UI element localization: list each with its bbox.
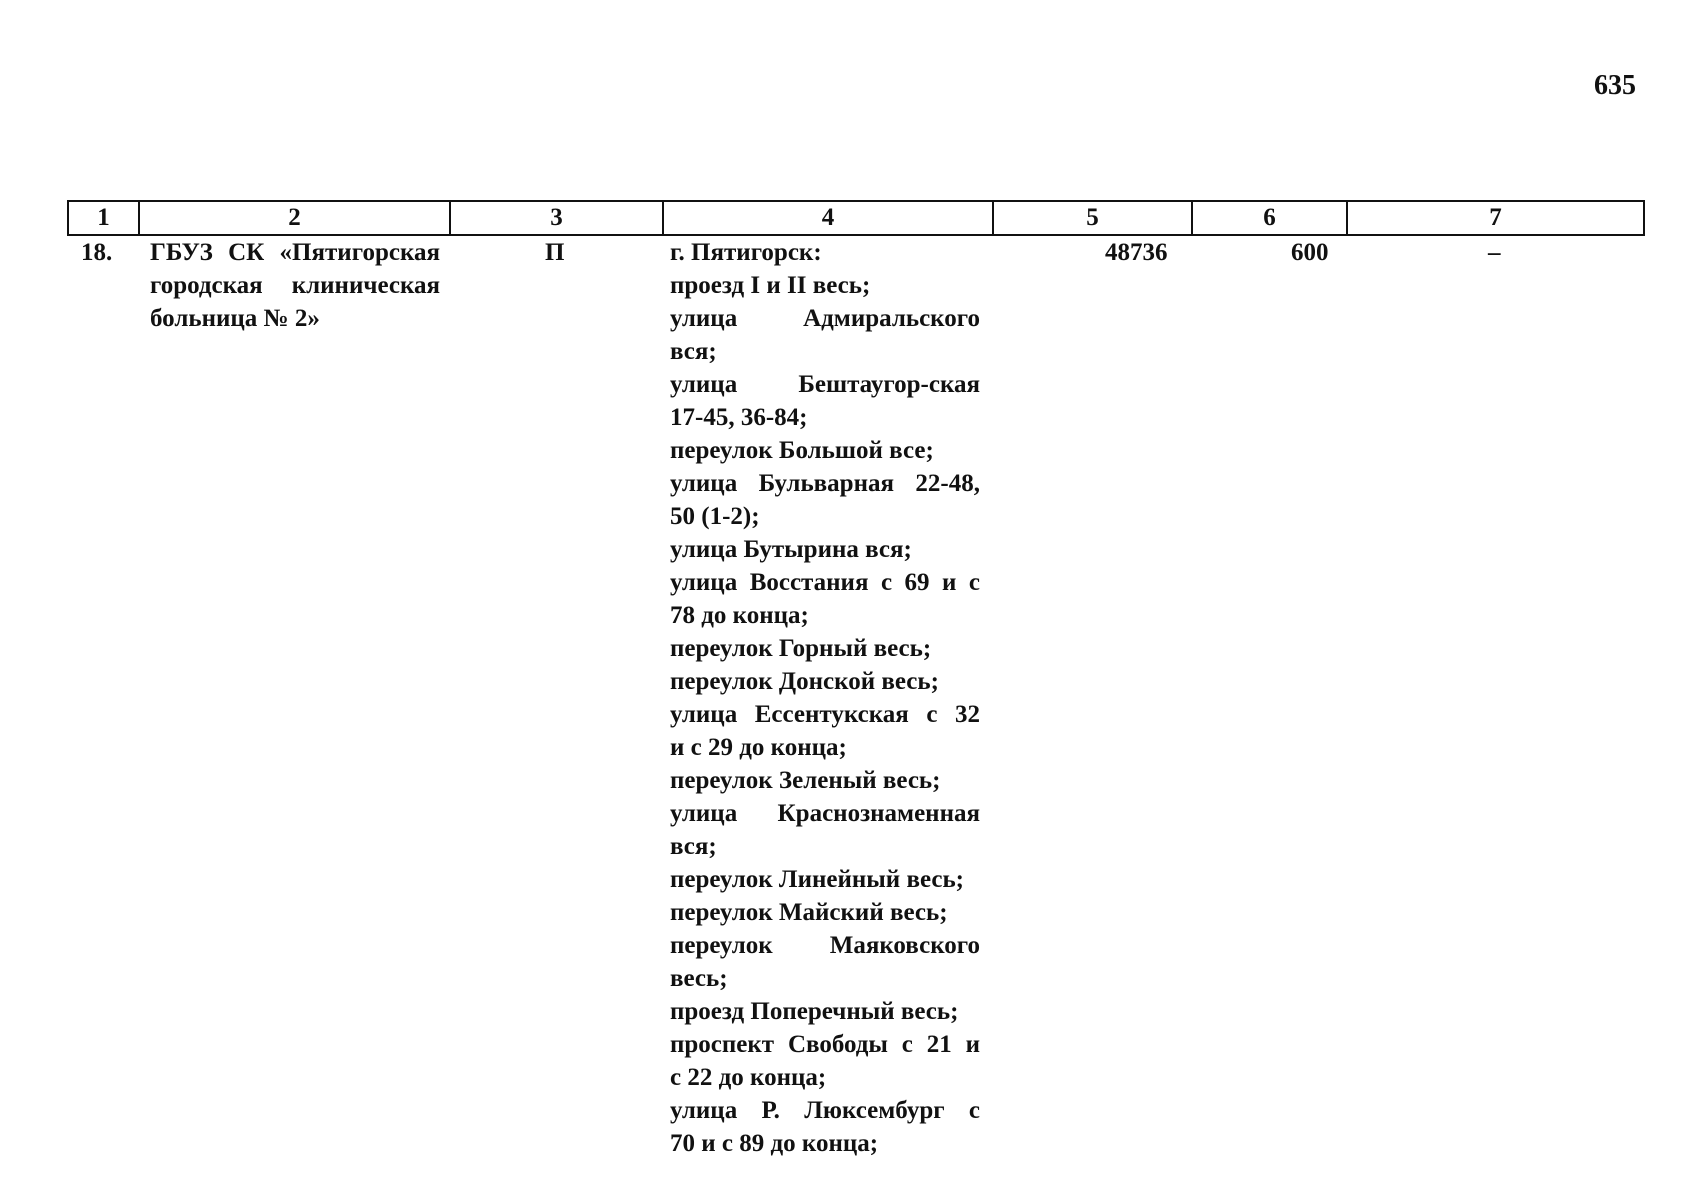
address-line: улица Р. Люксембург с bbox=[670, 1097, 980, 1124]
address-line: с 22 до конца; bbox=[670, 1064, 827, 1091]
address-line: переулок Горный весь; bbox=[670, 635, 932, 662]
header-cell: 2 bbox=[139, 201, 450, 235]
address-line: г. Пятигорск: bbox=[670, 239, 822, 266]
address-line: переулок Большой все; bbox=[670, 437, 934, 464]
institution-line: ГБУЗ СК «Пятигорская bbox=[150, 239, 440, 266]
row-number: 18. bbox=[81, 239, 113, 266]
address-line: вся; bbox=[670, 833, 717, 860]
address-line: проспект Свободы с 21 и bbox=[670, 1031, 980, 1058]
capacity-count: 600 bbox=[1291, 239, 1329, 266]
address-list bbox=[670, 236, 980, 1160]
institution-line: больница № 2» bbox=[150, 305, 320, 332]
address-line: улица Краснознаменная bbox=[670, 800, 980, 827]
address-line: и с 29 до конца; bbox=[670, 734, 847, 761]
header-cell: 7 bbox=[1347, 201, 1644, 235]
institution-line: городская клиническая bbox=[150, 272, 440, 299]
address-line: проезд I и II весь; bbox=[670, 272, 871, 299]
address-line: проезд Поперечный весь; bbox=[670, 998, 959, 1025]
column-header-table bbox=[67, 200, 1645, 236]
header-cell: 5 bbox=[993, 201, 1192, 235]
address-line: улица Восстания с 69 и с bbox=[670, 569, 980, 596]
institution-type: П bbox=[545, 239, 565, 266]
address-line: весь; bbox=[670, 965, 728, 992]
column-7-value: – bbox=[1488, 239, 1501, 266]
header-row bbox=[68, 201, 1644, 235]
address-line: улица Бутырина вся; bbox=[670, 536, 912, 563]
address-line: 17-45, 36-84; bbox=[670, 404, 808, 431]
address-line: улица Ессентукская с 32 bbox=[670, 701, 980, 728]
header-cell: 4 bbox=[663, 201, 993, 235]
address-line: 78 до конца; bbox=[670, 602, 809, 629]
address-line: переулок Линейный весь; bbox=[670, 866, 964, 893]
page-number: 635 bbox=[1594, 70, 1636, 101]
institution-name bbox=[150, 236, 440, 335]
address-line: улица Бештаугор-ская bbox=[670, 371, 980, 398]
address-line: переулок Маяковского bbox=[670, 932, 980, 959]
population-count: 48736 bbox=[1105, 239, 1168, 266]
header-cell: 1 bbox=[68, 201, 139, 235]
address-line: переулок Майский весь; bbox=[670, 899, 948, 926]
address-line: 70 и с 89 до конца; bbox=[670, 1130, 879, 1157]
address-line: улица Бульварная 22-48, bbox=[670, 470, 980, 497]
header-cell: 3 bbox=[450, 201, 663, 235]
address-line: улица Адмиральского bbox=[670, 305, 980, 332]
address-line: переулок Зеленый весь; bbox=[670, 767, 941, 794]
address-line: 50 (1-2); bbox=[670, 503, 760, 530]
address-line: переулок Донской весь; bbox=[670, 668, 939, 695]
address-line: вся; bbox=[670, 338, 717, 365]
header-cell: 6 bbox=[1192, 201, 1347, 235]
